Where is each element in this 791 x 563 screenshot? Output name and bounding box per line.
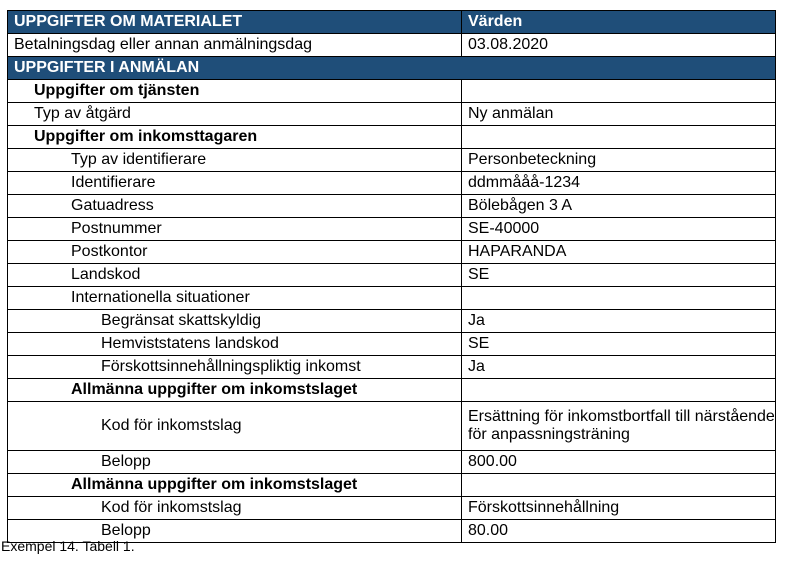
row-label: Förskottsinnehållningspliktig inkomst (8, 356, 462, 379)
row-value: HAPARANDA (462, 241, 776, 264)
table-row (8, 451, 776, 474)
table-row (8, 241, 776, 264)
row-label: Uppgifter om tjänsten (8, 80, 462, 103)
row-label: Betalningsdag eller annan anmälningsdag (8, 34, 462, 57)
row-value: 800.00 (462, 451, 776, 474)
row-value: Ersättning för inkomstbortfall till närstående för anpassningsträning (462, 402, 776, 451)
row-value: SE-40000 (462, 218, 776, 241)
row-label: UPPGIFTER I ANMÄLAN (8, 57, 776, 80)
table-row (8, 195, 776, 218)
row-label: Postkontor (8, 241, 462, 264)
table-row (8, 356, 776, 379)
row-value: Värden (462, 11, 776, 34)
row-label: Typ av åtgärd (8, 103, 462, 126)
row-value: Bölebågen 3 A (462, 195, 776, 218)
row-label: Hemviststatens landskod (8, 333, 462, 356)
row-value (462, 126, 776, 149)
table-row (8, 379, 776, 402)
row-value: 03.08.2020 (462, 34, 776, 57)
row-label: Allmänna uppgifter om inkomstslaget (8, 474, 462, 497)
row-value: ddmmååå-1234 (462, 172, 776, 195)
row-value (462, 80, 776, 103)
row-value (462, 379, 776, 402)
table-row (8, 402, 776, 451)
row-label: Uppgifter om inkomsttagaren (8, 126, 462, 149)
row-value: SE (462, 333, 776, 356)
row-label: Belopp (8, 451, 462, 474)
table-row (8, 264, 776, 287)
row-label: Landskod (8, 264, 462, 287)
table-row (8, 497, 776, 520)
row-value: Ja (462, 310, 776, 333)
table-row (8, 172, 776, 195)
table-row (8, 57, 776, 80)
row-label: Belopp (8, 520, 462, 543)
table-row (8, 218, 776, 241)
row-value: Förskottsinnehållning (462, 497, 776, 520)
row-value: Personbeteckning (462, 149, 776, 172)
table-caption: Exempel 14. Tabell 1. (1, 538, 135, 554)
row-label: Gatuadress (8, 195, 462, 218)
row-value: 80.00 (462, 520, 776, 543)
table-row (8, 34, 776, 57)
table-row (8, 310, 776, 333)
row-label: Begränsat skattskyldig (8, 310, 462, 333)
row-label: UPPGIFTER OM MATERIALET (8, 11, 462, 34)
row-value: SE (462, 264, 776, 287)
row-value: Ny anmälan (462, 103, 776, 126)
row-label: Allmänna uppgifter om inkomstslaget (8, 379, 462, 402)
table-row (8, 126, 776, 149)
table-row (8, 287, 776, 310)
row-label: Internationella situationer (8, 287, 462, 310)
row-value: Ja (462, 356, 776, 379)
row-label: Typ av identifierare (8, 149, 462, 172)
table-row (8, 474, 776, 497)
table-row (8, 103, 776, 126)
row-value (462, 474, 776, 497)
row-label: Identifierare (8, 172, 462, 195)
row-label: Kod för inkomstslag (8, 497, 462, 520)
table-row (8, 333, 776, 356)
table-row (8, 149, 776, 172)
table-row (8, 80, 776, 103)
row-label: Postnummer (8, 218, 462, 241)
row-value (462, 287, 776, 310)
data-table (7, 10, 776, 543)
row-label: Kod för inkomstslag (8, 402, 462, 451)
table-row (8, 11, 776, 34)
